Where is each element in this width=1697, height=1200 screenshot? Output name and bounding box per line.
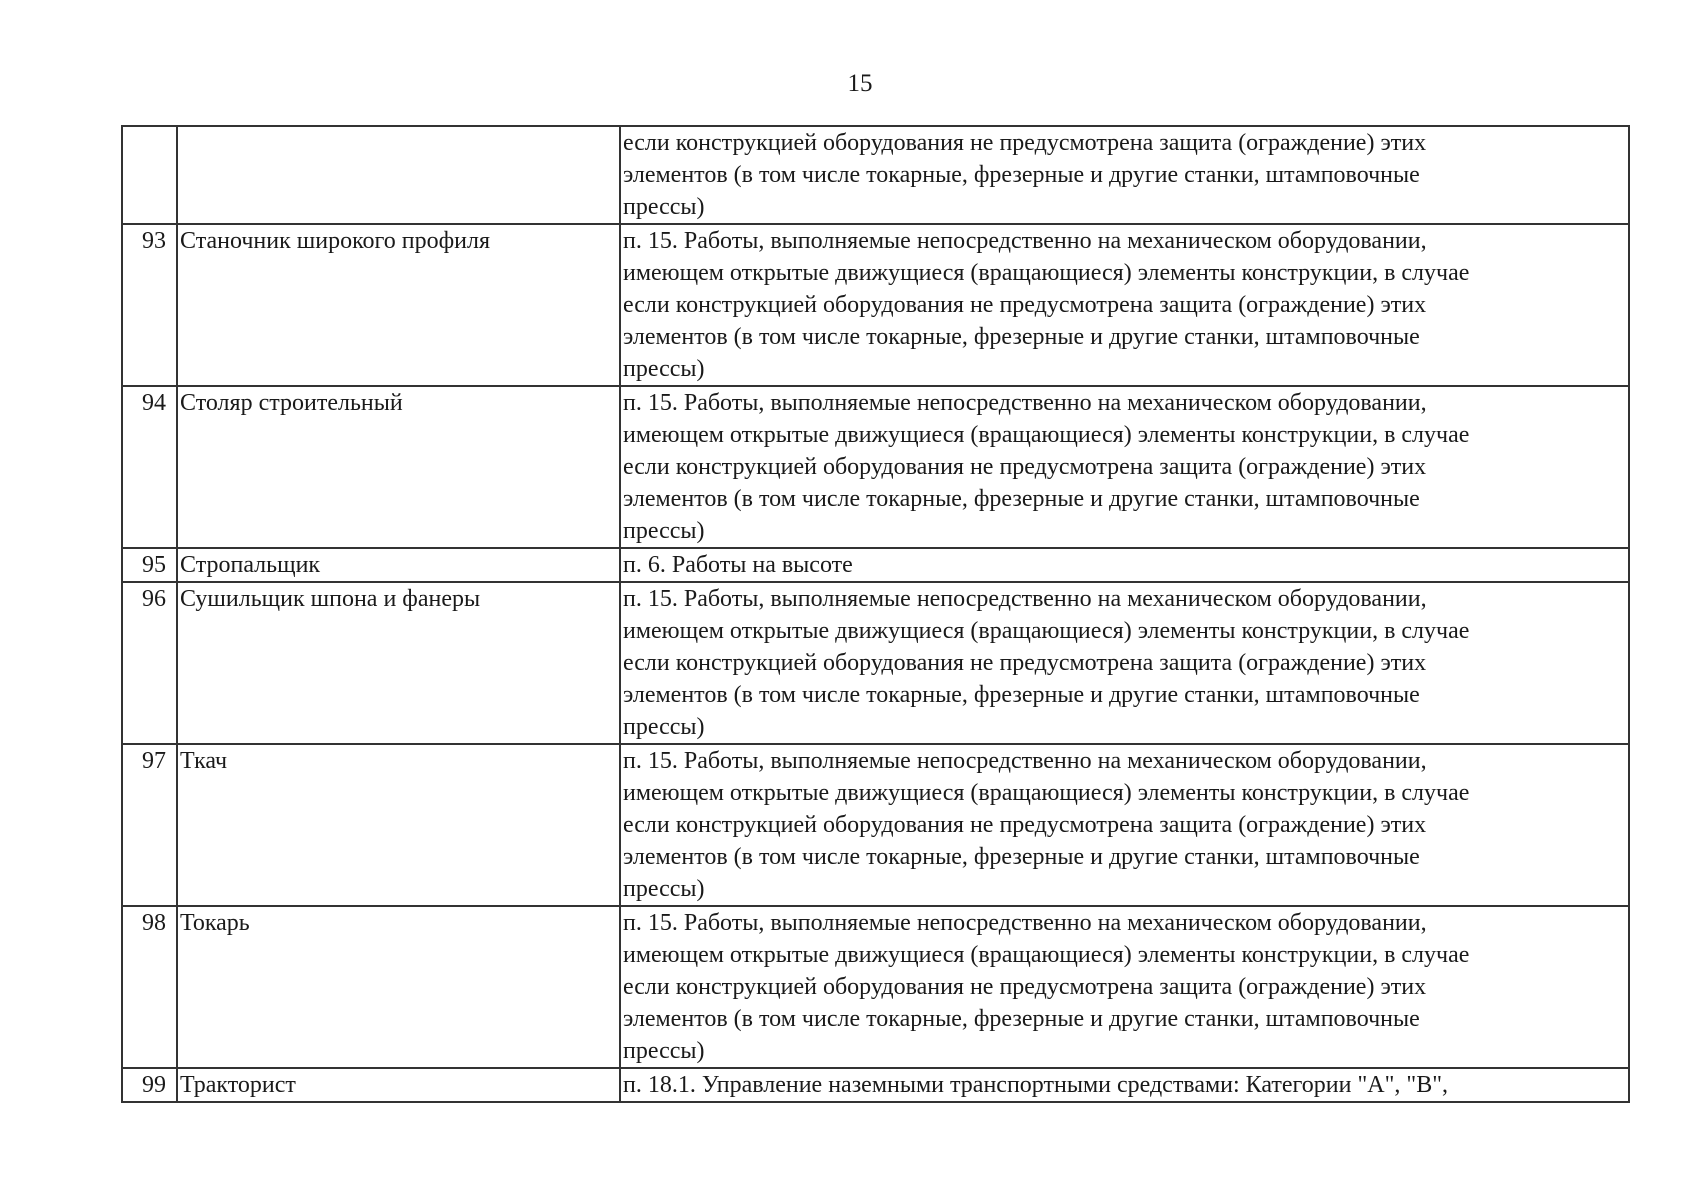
work-line: если конструкцией оборудования не предусмотрена защита (ограждение) этих [623,130,1427,156]
profession-cell: Столяр строительный [177,386,620,548]
work-line: если конструкцией оборудования не предусмотрена защита (ограждение) этих [623,454,1427,480]
work-line: п. 15. Работы, выполняемые непосредственно на механическом оборудовании, [623,910,1427,936]
table-row [122,126,1629,224]
row-number [122,126,177,224]
row-number: 95 [122,548,177,582]
profession-cell: Ткач [177,744,620,906]
row-number: 99 [122,1068,177,1102]
work-description-cell [620,1068,1629,1102]
work-line: п. 15. Работы, выполняемые непосредственно на механическом оборудовании, [623,390,1427,416]
row-number: 93 [122,224,177,386]
row-number: 96 [122,582,177,744]
work-description-cell [620,224,1629,386]
work-line: если конструкцией оборудования не предусмотрена защита (ограждение) этих [623,974,1427,1000]
table-row [122,1068,1629,1102]
work-line: если конструкцией оборудования не предусмотрена защита (ограждение) этих [623,650,1427,676]
work-description-cell [620,744,1629,906]
row-number: 94 [122,386,177,548]
work-line: элементов (в том числе токарные, фрезерные и другие станки, штамповочные [623,162,1420,188]
table-row [122,906,1629,1068]
row-number: 98 [122,906,177,1068]
work-line: п. 15. Работы, выполняемые непосредственно на механическом оборудовании, [623,586,1427,612]
work-line: если конструкцией оборудования не предусмотрена защита (ограждение) этих [623,292,1427,318]
profession-cell: Токарь [177,906,620,1068]
profession-cell: Тракторист [177,1068,620,1102]
work-line: прессы) [623,876,705,902]
work-line: п. 6. Работы на высоте [623,552,853,578]
work-description-cell [620,906,1629,1068]
work-description-cell [620,126,1629,224]
work-line: прессы) [623,1038,705,1064]
work-line: элементов (в том числе токарные, фрезерные и другие станки, штамповочные [623,844,1420,870]
work-line: элементов (в том числе токарные, фрезерные и другие станки, штамповочные [623,682,1420,708]
work-line: имеющем открытые движущиеся (вращающиеся) элементы конструкции, в случае [623,422,1470,448]
work-line: имеющем открытые движущиеся (вращающиеся) элементы конструкции, в случае [623,942,1470,968]
table-row [122,582,1629,744]
work-line: п. 15. Работы, выполняемые непосредственно на механическом оборудовании, [623,228,1427,254]
table-row [122,744,1629,906]
profession-cell [177,126,620,224]
work-description-cell [620,548,1629,582]
row-number: 97 [122,744,177,906]
table-row [122,386,1629,548]
hazardous-work-table [121,125,1630,1103]
work-line: п. 15. Работы, выполняемые непосредственно на механическом оборудовании, [623,748,1427,774]
profession-cell: Станочник широкого профиля [177,224,620,386]
work-line: прессы) [623,356,705,382]
work-line: если конструкцией оборудования не предусмотрена защита (ограждение) этих [623,812,1427,838]
work-line: элементов (в том числе токарные, фрезерные и другие станки, штамповочные [623,1006,1420,1032]
work-line: прессы) [623,714,705,740]
work-line: прессы) [623,518,705,544]
work-description-cell [620,386,1629,548]
table-row [122,548,1629,582]
work-line: п. 18.1. Управление наземными транспортными средствами: Категории "А", "В", [623,1072,1448,1098]
work-description-cell [620,582,1629,744]
work-line: прессы) [623,194,705,220]
profession-cell: Сушильщик шпона и фанеры [177,582,620,744]
work-line: имеющем открытые движущиеся (вращающиеся) элементы конструкции, в случае [623,260,1470,286]
profession-cell: Стропальщик [177,548,620,582]
work-line: имеющем открытые движущиеся (вращающиеся) элементы конструкции, в случае [623,618,1470,644]
work-line: имеющем открытые движущиеся (вращающиеся) элементы конструкции, в случае [623,780,1470,806]
table-row [122,224,1629,386]
work-line: элементов (в том числе токарные, фрезерные и другие станки, штамповочные [623,486,1420,512]
table-body [122,126,1629,1102]
page-number: 15 [847,70,873,97]
work-line: элементов (в том числе токарные, фрезерные и другие станки, штамповочные [623,324,1420,350]
